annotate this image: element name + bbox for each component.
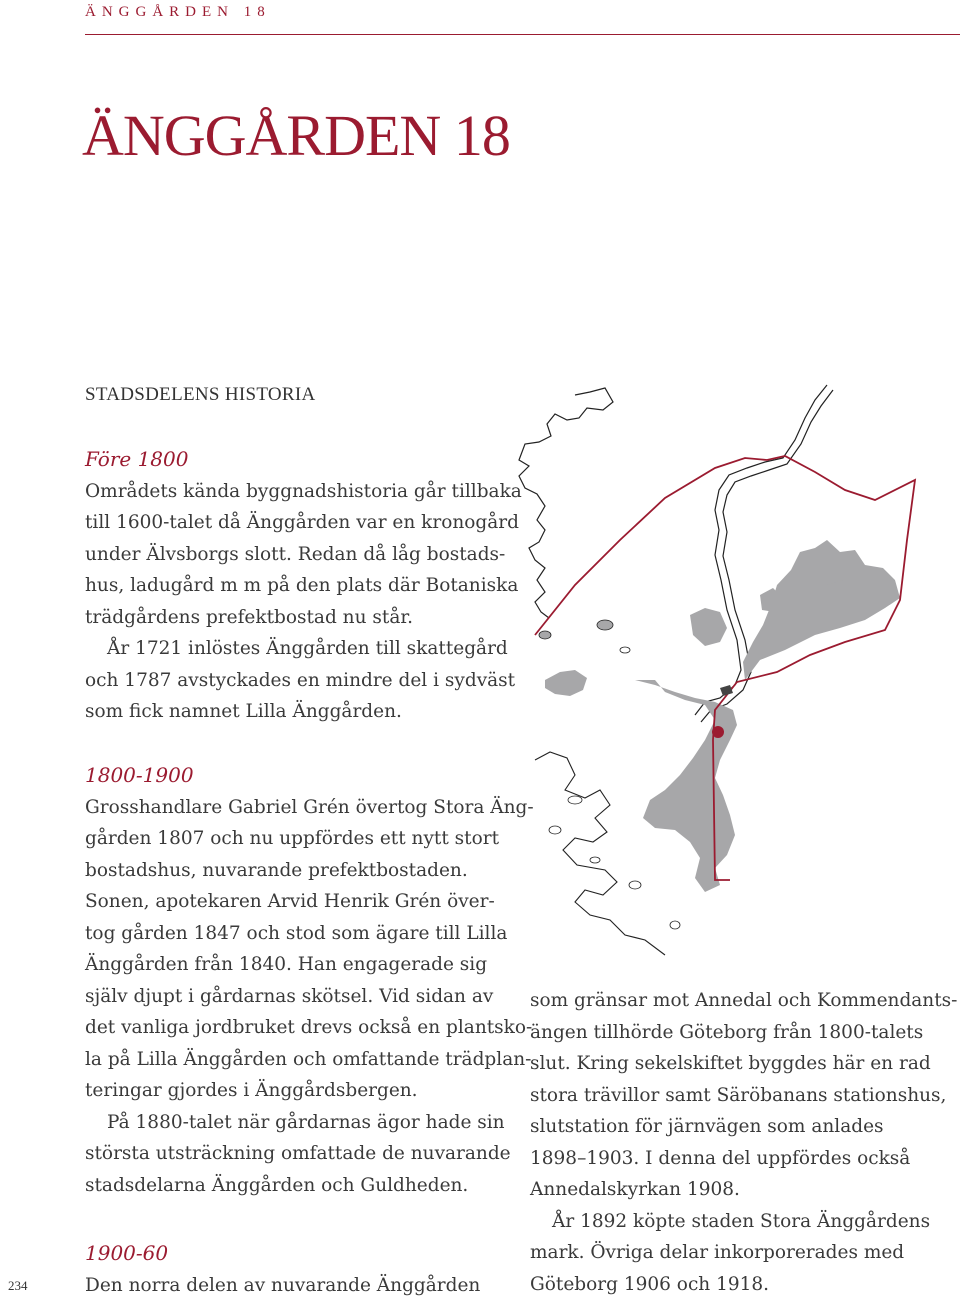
body-line: Göteborg 1906 och 1918. xyxy=(530,1273,770,1295)
location-marker xyxy=(712,726,724,738)
section-1900-60 xyxy=(85,1238,480,1301)
land-area xyxy=(635,680,737,892)
body-line: som fick namnet Lilla Änggården. xyxy=(85,701,402,722)
district-map xyxy=(515,380,960,965)
body-line: största utsträckning omfattade de nuvarande xyxy=(85,1143,511,1164)
archipelago xyxy=(535,752,665,955)
body-line: På 1880-talet när gårdarnas ägor hade sin xyxy=(107,1111,505,1133)
building-marker xyxy=(720,685,733,696)
body-line: stadsdelarna Änggården och Guldheden. xyxy=(85,1174,469,1196)
body-line: teringar gjordes i Änggårdsbergen. xyxy=(85,1080,418,1101)
section-subheading: 1900-60 xyxy=(85,1241,169,1265)
body-line: som gränsar mot Annedal och Kommendants- xyxy=(530,990,958,1011)
body-line: bostadshus, nuvarande prefektbostaden. xyxy=(85,859,468,881)
island xyxy=(670,921,680,929)
body-line: tog gården 1847 och stod som ägare till Lilla xyxy=(85,922,508,944)
island xyxy=(539,631,551,639)
header-rule xyxy=(85,34,960,35)
right-column-text xyxy=(530,985,957,1300)
body-line: och 1787 avstyckades en mindre del i sydväst xyxy=(85,669,516,691)
island xyxy=(620,647,630,653)
body-line: gården 1807 och nu uppfördes ett nytt stort xyxy=(85,828,500,849)
land-area xyxy=(545,670,587,696)
section-heading: STADSDELENS HISTORIA xyxy=(85,384,316,405)
island xyxy=(568,796,582,804)
body-line: 1898–1903. I denna del uppfördes också xyxy=(530,1147,911,1169)
island xyxy=(549,826,561,834)
land-area xyxy=(690,608,727,646)
body-line: det vanliga jordbruket drevs också en plantsko- xyxy=(85,1017,533,1038)
body-line: År 1721 inlöstes Änggården till skattegård xyxy=(107,638,508,659)
body-line: själv djupt i gårdarnas skötsel. Vid sidan av xyxy=(85,985,494,1007)
body-line: Annedalskyrkan 1908. xyxy=(530,1179,740,1200)
section-fore-1800 xyxy=(85,444,522,728)
body-line: Grosshandlare Gabriel Grén övertog Stora Äng- xyxy=(85,796,534,818)
section-subheading: Före 1800 xyxy=(85,447,189,471)
body-line: ängen tillhörde Göteborg från 1800-talets xyxy=(530,1021,924,1043)
island xyxy=(597,620,613,630)
island xyxy=(590,857,600,863)
body-line: hus, ladugård m m på den plats där Botaniska xyxy=(85,575,519,596)
page-number: 234 xyxy=(8,1278,28,1293)
section-1800-1900 xyxy=(85,760,534,1201)
section-subheading: 1800-1900 xyxy=(85,763,194,787)
body-line: under Älvsborgs slott. Redan då låg bostads- xyxy=(85,543,506,565)
running-header: ÄNGGÅRDEN 18 xyxy=(85,4,271,20)
body-line: till 1600-talet då Änggården var en kronogård xyxy=(85,512,519,533)
body-line: trädgårdens prefektbostad nu står. xyxy=(85,606,414,628)
body-line: Änggården från 1840. Han engagerade sig xyxy=(85,954,488,975)
coastline xyxy=(519,388,613,618)
body-line: slut. Kring sekelskiftet byggdes här en rad xyxy=(530,1053,931,1074)
body-line: stora trävillor samt Säröbanans stationshus, xyxy=(530,1084,947,1106)
body-line: mark. Övriga delar inkorporerades med xyxy=(530,1242,905,1263)
river xyxy=(695,385,827,715)
island xyxy=(629,881,641,889)
body-line: Sonen, apotekaren Arvid Henrik Grén över- xyxy=(85,891,495,912)
page-title: ÄNGGÅRDEN 18 xyxy=(82,103,510,168)
body-line: Områdets kända byggnadshistoria går tillbaka xyxy=(85,480,522,502)
body-line: la på Lilla Änggården och omfattande trädplan- xyxy=(85,1048,532,1070)
body-line: Den norra delen av nuvarande Änggården xyxy=(85,1274,481,1296)
body-line: slutstation för järnvägen som anlades xyxy=(530,1116,884,1137)
body-line: År 1892 köpte staden Stora Änggårdens xyxy=(552,1210,931,1232)
